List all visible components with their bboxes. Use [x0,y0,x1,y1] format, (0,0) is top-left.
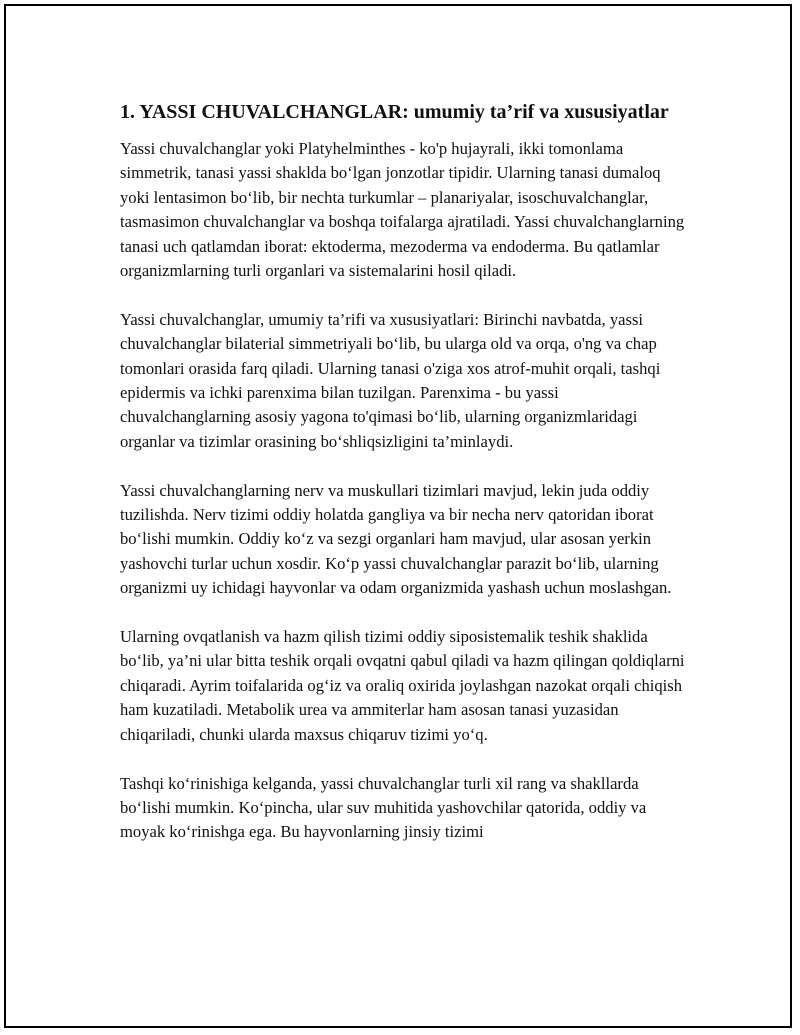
document-body [120,98,690,869]
document-page [4,4,792,1028]
paragraph-5: Tashqi ko‘rinishiga kelganda, yassi chuvalchanglar turli xil rang va shakllarda bo‘lishi mumkin. Ko‘pincha, ular suv muhitida yashovchilar qatorida, oddiy va moyak ko‘rinishga ega. Bu hayvonlarning jinsiy tizimi [120,773,647,842]
paragraph-3: Yassi chuvalchanglarning nerv va muskullari tizimlari mavjud, lekin juda oddiy tuzilishda. Nerv tizimi oddiy holatda gangliya va bir necha nerv qatoridan iborat bo‘lishi mumkin. Oddiy ko‘z va sezgi organlari ham mavjud, ular asosan yerkin yashovchi turlar uchun xosdir. Ko‘p yassi chuvalchanglar parazit bo‘lib, ularning organizmi uy ichidagi hayvonlar va odam organizmida yashash uchun moslashgan. [120,480,672,598]
paragraph-1: Yassi chuvalchanglar yoki Platyhelminthes - ko'p hujayrali, ikki tomonlama simmetrik, tanasi yassi shaklda bo‘lgan jonzotlar tipidir. Ularning tanasi dumaloq yoki lentasimon bo‘lib, bir nechta turkumlar – planariyalar, isoschuvalchanglar, tasmasimon chuvalchanglar va boshqa toifalarga ajratiladi. Yassi chuvalchanglarning tanasi uch qatlamdan iborat: ektoderma, mezoderma va endoderma. Bu qatlamlar organizmlarning turli organlari va sistemalarini hosil qiladi. [120,139,685,281]
paragraph-2: Yassi chuvalchanglar, umumiy ta’rifi va xususiyatlari: Birinchi navbatda, yassi chuvalchanglar bilaterial simmetriyali bo‘lib, bu ularga old va orqa, o'ng va chap tomonlari orasida farq qiladi. Ularning tanasi o'ziga xos atrof-muhit orqali, tashqi epidermis va ichki parenxima bilan tuzilgan. Parenxima - bu yassi chuvalchanglarning asosiy yagona to'qimasi bo‘lib, ularning organizmlaridagi organlar va tizimlar orasining bo‘shliqsizligini ta’minlaydi. [120,309,661,451]
paragraph-4: Ularning ovqatlanish va hazm qilish tizimi oddiy siposistemalik teshik shaklida bo‘lib, ya’ni ular bitta teshik orqali ovqatni qabul qiladi va hazm qilingan qoldiqlarni chiqaradi. Ayrim toifalarida og‘iz va oraliq oxirida joylashgan nazokat orqali chiqish ham kuzatiladi. Metabolik urea va ammiterlar ham asosan tanasi yuzasidan chiqariladi, chunki ularda maxsus chiqaruv tizimi yo‘q. [120,627,685,744]
section-title: 1. YASSI CHUVALCHANGLAR: umumiy ta’rif va xususiyatlar [120,101,669,123]
